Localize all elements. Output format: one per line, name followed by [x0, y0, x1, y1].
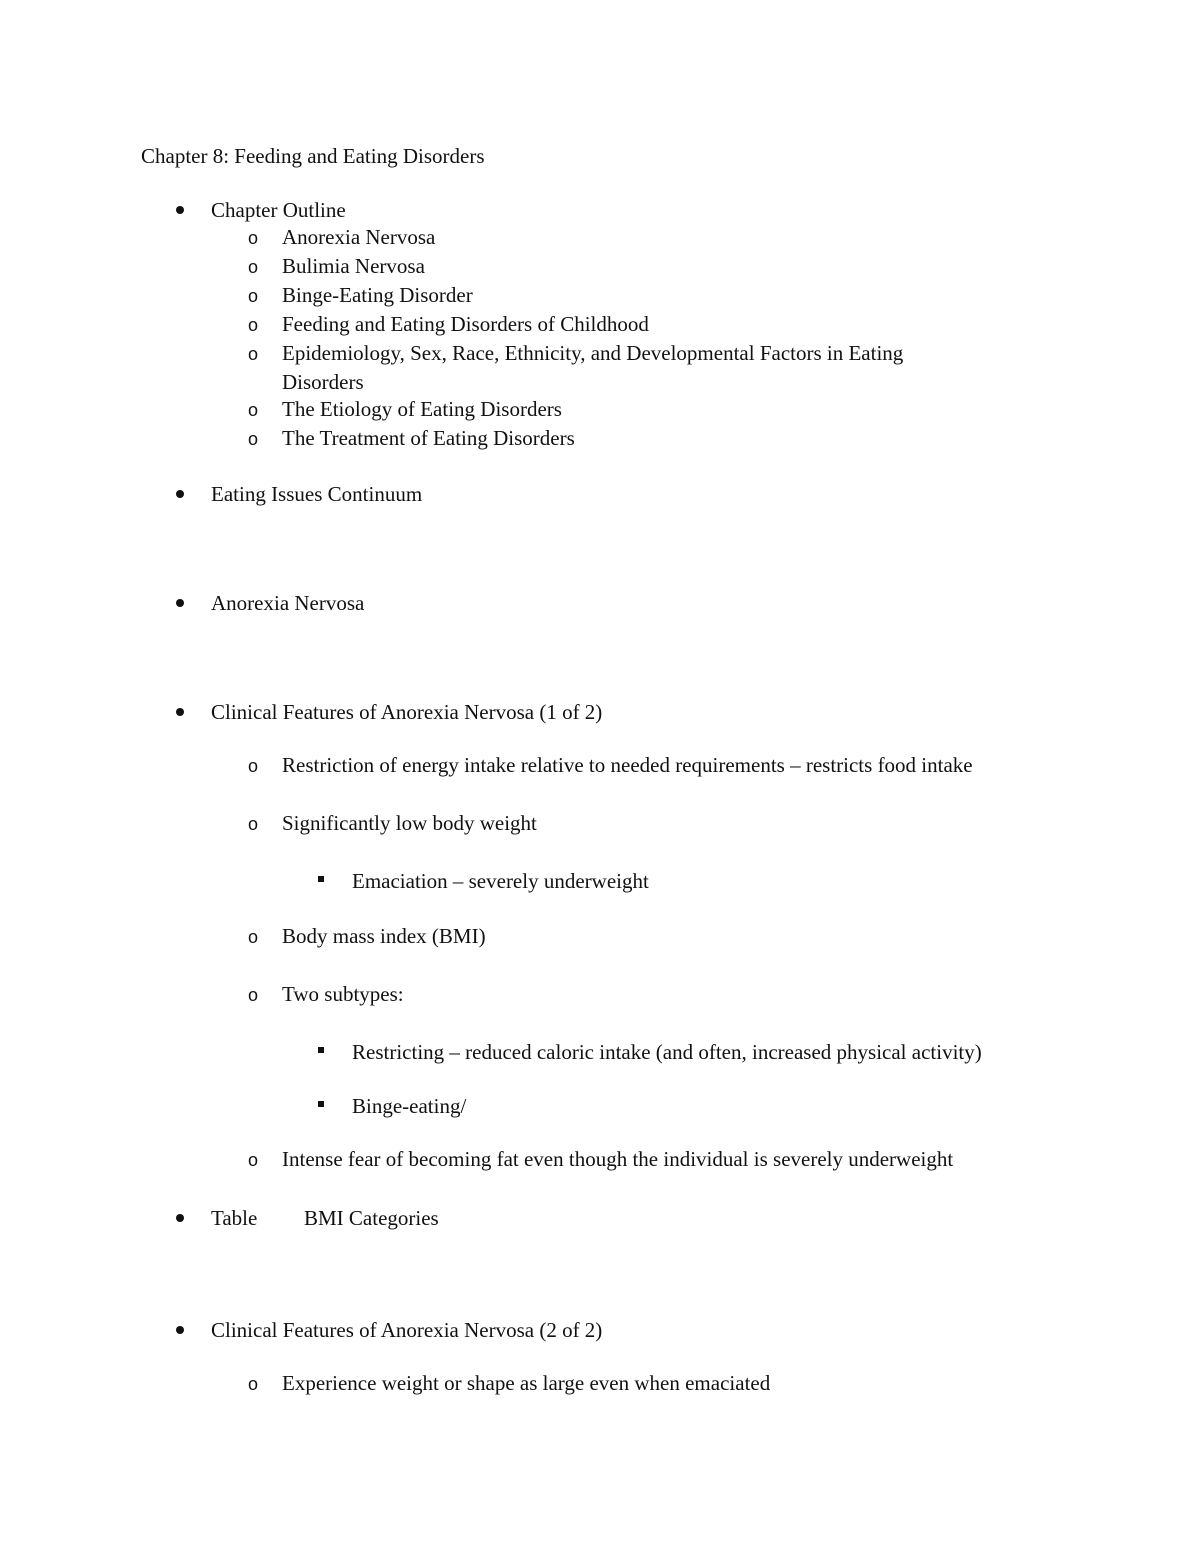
feature-subitem: Emaciation – severely underweight	[352, 869, 649, 893]
circle-bullet-icon: o	[248, 257, 259, 277]
bullet-icon	[176, 490, 184, 498]
outline-item: The Treatment of Eating Disorders	[282, 426, 575, 450]
feature-item: Body mass index (BMI)	[282, 924, 486, 948]
outline-item: Bulimia Nervosa	[282, 254, 425, 278]
bullet-icon	[176, 1326, 184, 1334]
circle-bullet-icon: o	[248, 286, 259, 306]
outline-item: Feeding and Eating Disorders of Childhood	[282, 312, 649, 336]
outline-item: The Etiology of Eating Disorders	[282, 397, 562, 421]
circle-bullet-icon: o	[248, 1374, 259, 1394]
feature-item: Significantly low body weight	[282, 811, 537, 835]
feature-subitem: Binge-eating/	[352, 1094, 467, 1118]
feature-subitem: Restricting – reduced caloric intake (and often, increased physical activity)	[352, 1040, 982, 1064]
outline-item-continued: Disorders	[282, 370, 364, 394]
square-bullet-icon	[318, 1047, 324, 1053]
section-heading: Clinical Features of Anorexia Nervosa (2 of 2)	[211, 1318, 603, 1342]
bullet-icon	[176, 206, 184, 214]
feature-item: Two subtypes:	[282, 982, 404, 1006]
circle-bullet-icon: o	[248, 400, 259, 420]
outline-label: Chapter Outline	[211, 198, 346, 222]
square-bullet-icon	[318, 1101, 324, 1107]
section-heading: Eating Issues Continuum	[211, 482, 423, 506]
outline-item: Binge-Eating Disorder	[282, 283, 473, 307]
circle-bullet-icon: o	[248, 429, 259, 449]
outline-item: Epidemiology, Sex, Race, Ethnicity, and Developmental Factors in Eating	[282, 341, 904, 365]
circle-bullet-icon: o	[248, 756, 259, 776]
feature-item: Experience weight or shape as large even when emaciated	[282, 1371, 771, 1395]
circle-bullet-icon: o	[248, 344, 259, 364]
table-caption: BMI Categories	[304, 1206, 439, 1230]
feature-item: Intense fear of becoming fat even though the individual is severely underweight	[282, 1147, 954, 1171]
table-label: Table	[211, 1206, 258, 1230]
bullet-icon	[176, 708, 184, 716]
page-title: Chapter 8: Feeding and Eating Disorders	[141, 144, 485, 168]
circle-bullet-icon: o	[248, 814, 259, 834]
circle-bullet-icon: o	[248, 228, 259, 248]
bullet-icon	[176, 1214, 184, 1222]
circle-bullet-icon: o	[248, 315, 259, 335]
square-bullet-icon	[318, 876, 324, 882]
section-heading: Clinical Features of Anorexia Nervosa (1 of 2)	[211, 700, 603, 724]
bullet-icon	[176, 599, 184, 607]
circle-bullet-icon: o	[248, 985, 259, 1005]
outline-item: Anorexia Nervosa	[282, 225, 436, 249]
section-heading: Anorexia Nervosa	[211, 591, 365, 615]
circle-bullet-icon: o	[248, 927, 259, 947]
circle-bullet-icon: o	[248, 1150, 259, 1170]
feature-item: Restriction of energy intake relative to needed requirements – restricts food intake	[282, 753, 973, 777]
